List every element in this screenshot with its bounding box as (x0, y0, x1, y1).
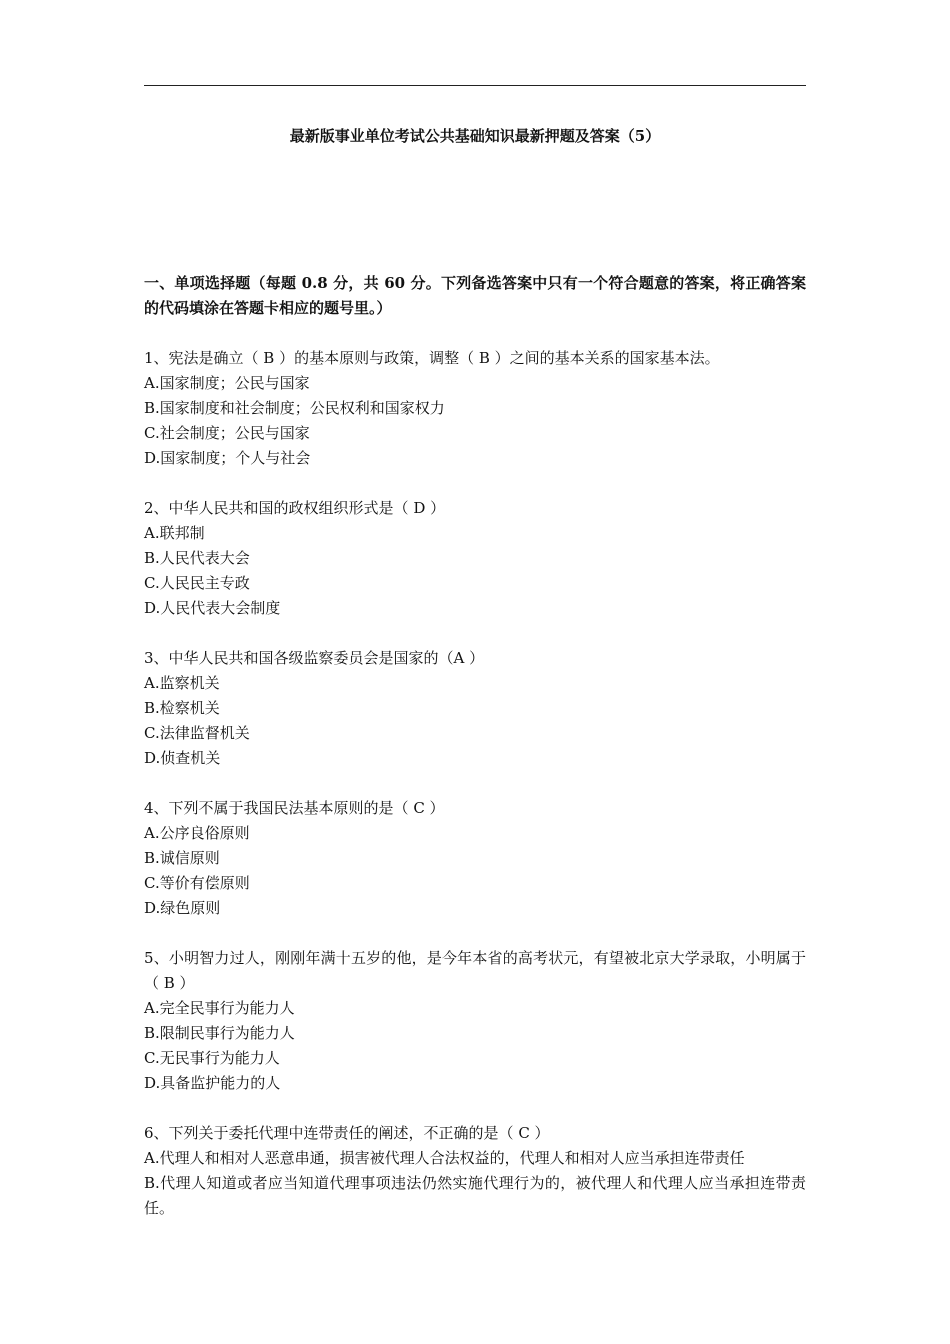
answer-option: A.国家制度；公民与国家 (144, 374, 310, 392)
question-6 (144, 1121, 806, 1221)
answer-option: C.法律监督机关 (144, 724, 250, 742)
answer-option: D.具备监护能力的人 (144, 1074, 281, 1092)
answer-option: C.人民民主专政 (144, 574, 250, 592)
answer-option: C.社会制度；公民与国家 (144, 424, 310, 442)
section-heading: 一、单项选择题（每题 0.8 分，共 60 分。下列备选答案中只有一个符合题意的答案，将正确答案的代码填涂在答题卡相应的题号里。） (144, 274, 806, 317)
answer-option: A.代理人和相对人恶意串通，损害被代理人合法权益的，代理人和相对人应当承担连带责任 (144, 1149, 745, 1167)
question-2 (144, 496, 806, 621)
answer-option: B.人民代表大会 (144, 549, 250, 567)
document-body (144, 271, 806, 1246)
answer-option: B.代理人知道或者应当知道代理事项违法仍然实施代理行为的，被代理人和代理人应当承担连带责任。 (144, 1174, 806, 1217)
question-stem: 4、下列不属于我国民法基本原则的是（ C ） (144, 799, 445, 817)
answer-option: D.绿色原则 (144, 899, 221, 917)
answer-option: D.侦查机关 (144, 749, 221, 767)
question-5 (144, 946, 806, 1096)
answer-option: B.诚信原则 (144, 849, 220, 867)
answer-option: B.检察机关 (144, 699, 220, 717)
question-stem: 6、下列关于委托代理中连带责任的阐述，不正确的是（ C ） (144, 1124, 550, 1142)
answer-option: B.国家制度和社会制度；公民权利和国家权力 (144, 399, 445, 417)
answer-option: A.联邦制 (144, 524, 205, 542)
answer-option: D.人民代表大会制度 (144, 599, 281, 617)
question-stem: 1、宪法是确立（ B ）的基本原则与政策，调整（ B ）之间的基本关系的国家基本法。 (144, 349, 720, 367)
answer-option: C.无民事行为能力人 (144, 1049, 280, 1067)
question-3 (144, 646, 806, 771)
answer-option: D.国家制度；个人与社会 (144, 449, 311, 467)
answer-option: B.限制民事行为能力人 (144, 1024, 295, 1042)
answer-option: A.监察机关 (144, 674, 220, 692)
answer-option: C.等价有偿原则 (144, 874, 250, 892)
question-stem: 2、中华人民共和国的政权组织形式是（ D ） (144, 499, 446, 517)
question-4 (144, 796, 806, 921)
answer-option: A.完全民事行为能力人 (144, 999, 295, 1017)
header-rule (144, 85, 806, 86)
question-1 (144, 346, 806, 471)
question-stem: 3、中华人民共和国各级监察委员会是国家的（A ） (144, 649, 485, 667)
answer-option: A.公序良俗原则 (144, 824, 250, 842)
document-title: 最新版事业单位考试公共基础知识最新押题及答案（5） (289, 127, 661, 145)
question-stem: 5、小明智力过人，刚刚年满十五岁的他，是今年本省的高考状元，有望被北京大学录取，小明属于（ B ） (144, 949, 806, 992)
